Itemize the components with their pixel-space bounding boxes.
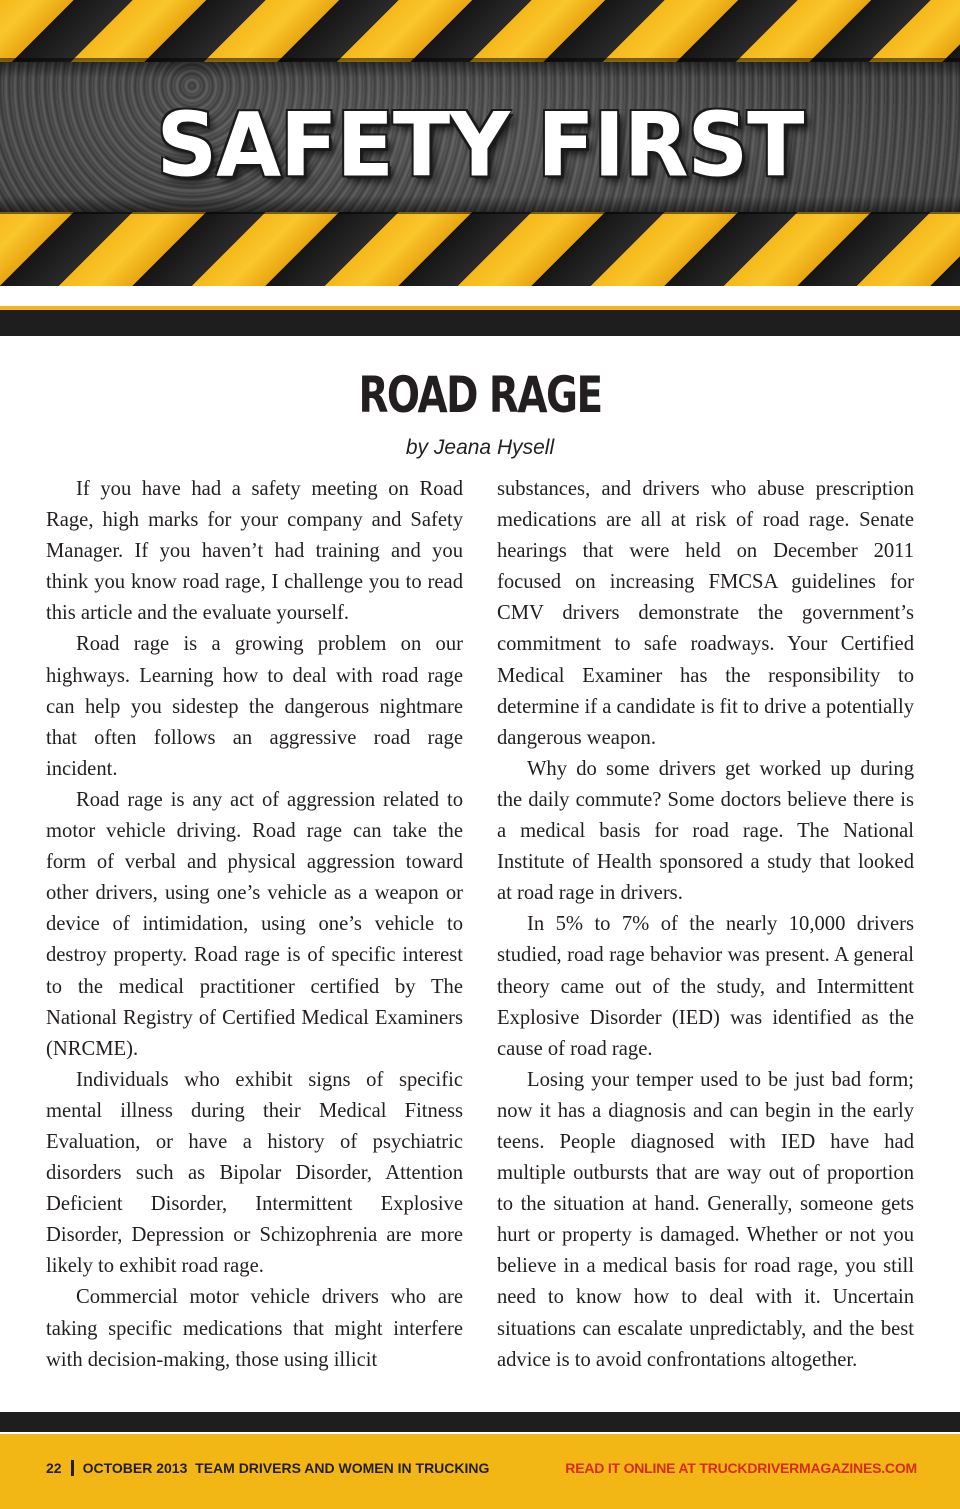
paragraph: Road rage is a growing problem on our highways. Learning how to deal with road rage can help you sidestep the dangerous nightmare that often follows an aggressive road rage incident. bbox=[46, 633, 463, 780]
article-column-right bbox=[497, 474, 914, 1376]
safety-first-banner bbox=[0, 0, 960, 286]
footer-divider bbox=[71, 1460, 74, 1476]
paragraph: In 5% to 7% of the nearly 10,000 drivers studied, road rage behavior was present. A general theory came out of the study, and Intermittent Explosive Disorder (IED) was identified as the cause of road rage. bbox=[497, 913, 914, 1060]
paragraph: Commercial motor vehicle drivers who are taking specific medications that might interfere with decision-making, those using illicit bbox=[46, 1286, 463, 1371]
footer-issue-info bbox=[46, 1460, 489, 1476]
paragraph: Why do some drivers get worked up during the daily commute? Some doctors believe there is a medical basis for road rage. The National Institute of Health sponsored a study that looked at road rage in drivers. bbox=[497, 757, 914, 905]
read-online-link[interactable]: READ IT ONLINE AT TRUCKDRIVERMAGAZINES.COM bbox=[565, 1460, 917, 1476]
article-column-left bbox=[46, 474, 463, 1376]
issue-date: OCTOBER 2013 bbox=[82, 1460, 188, 1476]
paragraph: Losing your temper used to be just bad form; now it has a diagnosis and can begin in the early teens. People diagnosed with IED have had multiple outbursts that are way out of proportion to the situation at hand. Generally, someone gets hurt or property is damaged. Whether or not you believe in a medical basis for road rage, you still need to know how to deal with it. Uncertain situations can escalate unpredictably, and the best advice is to avoid confrontations altogether. bbox=[497, 1068, 914, 1371]
hazard-stripes-bottom bbox=[0, 212, 960, 286]
article-headline: ROAD RAGE bbox=[358, 366, 602, 424]
paragraph: Individuals who exhibit signs of specific mental illness during their Medical Fitness Evaluation, or have a history of psychiatric disorders such as Bipolar Disorder, Attention Deficient Disorder, Intermittent Explosive Disorder, Depression or Schizophrenia are more likely to exhibit road rage. bbox=[46, 1068, 463, 1278]
hazard-stripes-top bbox=[0, 0, 960, 62]
banner-shade-top bbox=[0, 58, 960, 78]
page-footer bbox=[0, 1434, 960, 1509]
publication-name: TEAM DRIVERS AND WOMEN IN TRUCKING bbox=[195, 1460, 490, 1476]
banner-shade-bottom bbox=[0, 196, 960, 214]
separator-dark-top bbox=[0, 310, 960, 336]
page-number: 22 bbox=[46, 1460, 62, 1476]
article-byline: by Jeana Hysell bbox=[405, 436, 555, 459]
paragraph: substances, and drivers who abuse prescription medications are all at risk of road rage. Senate hearings that were held on December 2011 focused on increasing FMCSA guidelines for CMV drivers demonstrate the government’s commitment to safe roadways. Your Certified Medical Examiner has the responsibility to determine if a candidate is fit to drive a potentially dangerous weapon. bbox=[497, 478, 914, 749]
paragraph: Road rage is any act of aggression related to motor vehicle driving. Road rage can take the form of verbal and physical aggression toward other drivers, using one’s vehicle as a weapon or device of intimidation, using one’s vehicle to destroy property. Road rage is of specific interest to the medical practitioner certified by The National Registry of Certified Medical Examiners (NRCME). bbox=[46, 788, 463, 1060]
separator-dark-bottom bbox=[0, 1412, 960, 1432]
paragraph: If you have had a safety meeting on Road Rage, high marks for your company and Safety Manager. If you haven’t had training and you think you know road rage, I challenge you to read this article and the evaluate yourself. bbox=[46, 478, 463, 625]
section-title: SAFETY FIRST bbox=[156, 93, 804, 197]
